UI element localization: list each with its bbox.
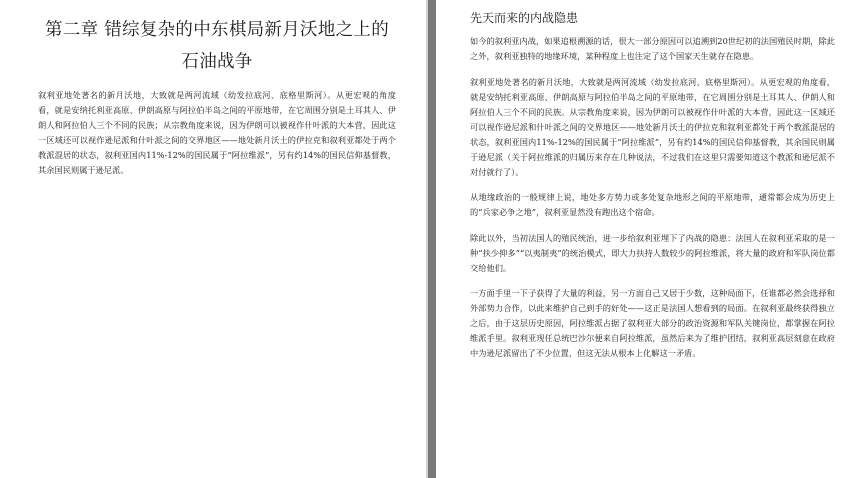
paragraph: 从地缘政治的一般规律上说，地处多方势力或多处复杂地形之间的平原地带，通常都会成为历史上的“兵家必争之地”，叙利亚显然没有跑出这个宿命。 (470, 192, 835, 217)
paragraph: 除此以外，当初法国人的殖民统治，进一步给叙利亚埋下了内战的隐患：法国人在叙利亚采取的是一种“扶少抑多”“以夷制夷”的统治模式，即大力扶持人数较少的阿拉维派，将大量的政府和军队岗位都交给他们。 (470, 232, 835, 273)
left-page (0, 0, 428, 478)
section-title: 先天而来的内战隐患 (470, 11, 579, 25)
paragraph: 叙利亚地处著名的新月沃地，大致就是两河流域（幼发拉底河、底格里斯河）。从更宏观的角度看，就是安纳托利亚高原、伊朗高原与阿拉伯半岛之间的平原地带，在它周围分别是土耳其人、伊朗人和阿拉伯人三个不同的民族；从宗教角度来说，因为伊朗可以被视作什叶派的大本营，因此这一区域还可以视作逊尼派和什叶派之间的交界地区——地处新月沃土的伊拉克和叙利亚都处于两个教派混居的状态，叙利亚国内11%-12%的国民属于“阿拉维派”，另有约14%的国民信仰基督教，其余国民则属于逊尼派。 (38, 90, 396, 175)
right-page (436, 0, 861, 478)
paragraph: 一方面手里一下子获得了大量的利益，另一方面自己又居于少数，这种局面下，任谁都必然会选择和外部势力合作，以此来维护自己到手的好处——这正是法国人想看到的局面。在叙利亚最终获得独立之后，由于这层历史原因，阿拉维派占据了叙利亚大部分的政治资源和军队关键岗位，都掌握在阿拉维派手里。叙利亚现任总统巴沙尔便来自阿拉维派，虽然后来为了维护团结，叙利亚高层刻意在政府中为逊尼派留出了不少位置，但这无法从根本上化解这一矛盾。 (470, 288, 835, 358)
page-divider (428, 0, 436, 478)
chapter-title: 第二章 错综复杂的中东棋局新月沃地之上的石油战争 (44, 20, 390, 72)
paragraph: 如今的叙利亚内战，如果追根溯源的话，很大一部分原因可以追溯到20世纪初的法国殖民时期，除此之外，叙利亚独特的地缘环境，某种程度上也注定了这个国家天生就存在隐患。 (470, 36, 835, 61)
paragraph: 叙利亚地处著名的新月沃地，大致就是两河流域（幼发拉底河、底格里斯河）。从更宏观的角度看，就是安纳托利亚高原、伊朗高原与阿拉伯半岛之间的平原地带，在它周围分别是土耳其人、伊朗人和阿拉伯人三个不同的民族。从宗教角度来说，因为伊朗可以被视作什叶派的大本营，因此这一区域还可以视作逊尼派和什叶派之间的交界地区——地处新月沃土的伊拉克和叙利亚都处于两个教派混居的状态，叙利亚国内11%-12%的国民属于“阿拉维派”，另有约14%的国民信仰基督教，其余国民则属于逊尼派（关于阿拉维派的归属历来存在几种说法，不过我们在这里只需要知道这个教派和逊尼派不对付就行了）。 (470, 76, 835, 177)
